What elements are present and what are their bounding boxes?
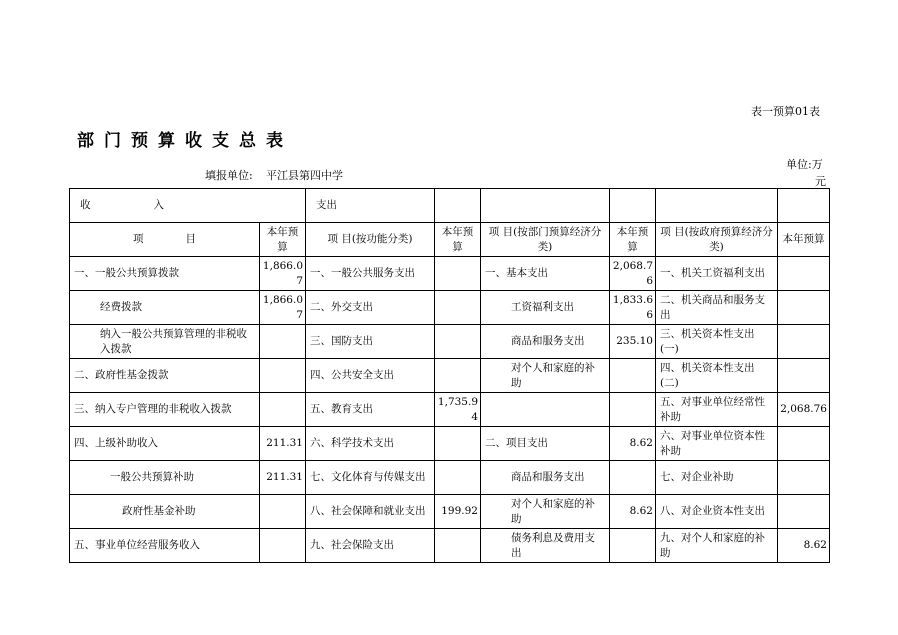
income-amount: 211.31: [260, 427, 306, 461]
dept-econ-amount: 1,833.66: [610, 291, 656, 325]
dept-econ-amount: 2,068.76: [610, 257, 656, 291]
func-amount: 199.92: [435, 495, 481, 529]
func-item: 四、公共安全支出: [306, 359, 435, 393]
table-row: [70, 461, 830, 495]
gov-econ-item: 三、机关资本性支出(一): [656, 325, 778, 359]
gov-econ-amount: [778, 257, 830, 291]
gov-econ-item: 二、机关商品和服务支出: [656, 291, 778, 325]
group-header-row: [70, 189, 830, 223]
dept-econ-item: 对个人和家庭的补助: [481, 495, 610, 529]
dept-econ-amount: 8.62: [610, 427, 656, 461]
gov-econ-amount: [778, 495, 830, 529]
dept-econ-item: 债务利息及费用支出: [481, 529, 610, 563]
col-header-amount: 本年预算: [435, 223, 481, 257]
income-amount: [260, 495, 306, 529]
col-header-amount: 本年预算: [260, 223, 306, 257]
table-row: [70, 291, 830, 325]
expense-group-header: 支出: [306, 189, 435, 223]
gov-econ-amount: [778, 291, 830, 325]
unit-label: 单位:万: [786, 158, 823, 171]
func-amount: [435, 359, 481, 393]
unit-value: 元: [815, 175, 826, 188]
gov-econ-amount: 2,068.76: [778, 393, 830, 427]
func-amount: [435, 427, 481, 461]
table-row: [70, 359, 830, 393]
income-item: 一般公共预算补助: [70, 461, 260, 495]
dept-econ-item: 对个人和家庭的补助: [481, 359, 610, 393]
income-amount: 1,866.07: [260, 257, 306, 291]
gov-econ-amount: [778, 325, 830, 359]
gov-econ-item: 六、对事业单位资本性补助: [656, 427, 778, 461]
func-item: 五、教育支出: [306, 393, 435, 427]
gov-econ-item: 一、机关工资福利支出: [656, 257, 778, 291]
dept-econ-amount: 8.62: [610, 495, 656, 529]
gov-econ-amount: [778, 461, 830, 495]
table-row: [70, 427, 830, 461]
gov-econ-amount: [778, 427, 830, 461]
table-row: [70, 393, 830, 427]
blank-cell: [481, 189, 610, 223]
col-header-income-item: 项 目: [70, 223, 260, 257]
income-amount: 211.31: [260, 461, 306, 495]
gov-econ-item: 七、对企业补助: [656, 461, 778, 495]
func-item: 八、社会保障和就业支出: [306, 495, 435, 529]
table-row: [70, 325, 830, 359]
column-header-row: [70, 223, 830, 257]
func-amount: [435, 529, 481, 563]
func-amount: 1,735.94: [435, 393, 481, 427]
gov-econ-amount: [778, 359, 830, 393]
func-amount: [435, 257, 481, 291]
func-amount: [435, 325, 481, 359]
budget-summary-table: [69, 188, 830, 563]
gov-econ-item: 五、对事业单位经常性补助: [656, 393, 778, 427]
func-item: 六、科学技术支出: [306, 427, 435, 461]
dept-econ-amount: [610, 393, 656, 427]
income-item: 一、一般公共预算拨款: [70, 257, 260, 291]
table-row: [70, 529, 830, 563]
form-code: 表一预算01表: [751, 105, 820, 118]
table-row: [70, 257, 830, 291]
func-item: 七、文化体育与传媒支出: [306, 461, 435, 495]
income-amount: [260, 393, 306, 427]
col-header-func-item: 项 目(按功能分类): [306, 223, 435, 257]
blank-cell: [656, 189, 778, 223]
gov-econ-item: 四、机关资本性支出(二): [656, 359, 778, 393]
dept-econ-amount: [610, 359, 656, 393]
dept-econ-amount: [610, 529, 656, 563]
income-amount: 1,866.07: [260, 291, 306, 325]
col-header-amount: 本年预算: [778, 223, 830, 257]
filler-label: 填报单位:: [205, 169, 253, 182]
table-row: [70, 495, 830, 529]
dept-econ-amount: 235.10: [610, 325, 656, 359]
col-header-amount: 本年预算: [610, 223, 656, 257]
income-item: 经费拨款: [70, 291, 260, 325]
dept-econ-item: 商品和服务支出: [481, 461, 610, 495]
col-header-gov-econ-item: 项 目(按政府预算经济分类): [656, 223, 778, 257]
blank-cell: [610, 189, 656, 223]
func-amount: [435, 291, 481, 325]
gov-econ-amount: 8.62: [778, 529, 830, 563]
dept-econ-item: 商品和服务支出: [481, 325, 610, 359]
dept-econ-item: [481, 393, 610, 427]
func-item: 九、社会保险支出: [306, 529, 435, 563]
filler-value: 平江县第四中学: [266, 169, 343, 182]
income-group-header: 收 入: [70, 189, 306, 223]
income-amount: [260, 325, 306, 359]
dept-econ-item: 一、基本支出: [481, 257, 610, 291]
dept-econ-amount: [610, 461, 656, 495]
gov-econ-item: 九、对个人和家庭的补助: [656, 529, 778, 563]
func-item: 一、一般公共服务支出: [306, 257, 435, 291]
gov-econ-item: 八、对企业资本性支出: [656, 495, 778, 529]
dept-econ-item: 工资福利支出: [481, 291, 610, 325]
income-item: 二、政府性基金拨款: [70, 359, 260, 393]
income-item: 五、事业单位经营服务收入: [70, 529, 260, 563]
income-item: 三、纳入专户管理的非税收入拨款: [70, 393, 260, 427]
func-amount: [435, 461, 481, 495]
income-amount: [260, 359, 306, 393]
dept-econ-item: 二、项目支出: [481, 427, 610, 461]
col-header-dept-econ-item: 项 目(按部门预算经济分类): [481, 223, 610, 257]
income-item: 政府性基金补助: [70, 495, 260, 529]
func-item: 三、国防支出: [306, 325, 435, 359]
income-amount: [260, 529, 306, 563]
blank-cell: [778, 189, 830, 223]
func-item: 二、外交支出: [306, 291, 435, 325]
page-title: 部门预算收支总表: [77, 131, 293, 151]
blank-cell: [435, 189, 481, 223]
income-item: 纳入一般公共预算管理的非税收入拨款: [70, 325, 260, 359]
income-item: 四、上级补助收入: [70, 427, 260, 461]
